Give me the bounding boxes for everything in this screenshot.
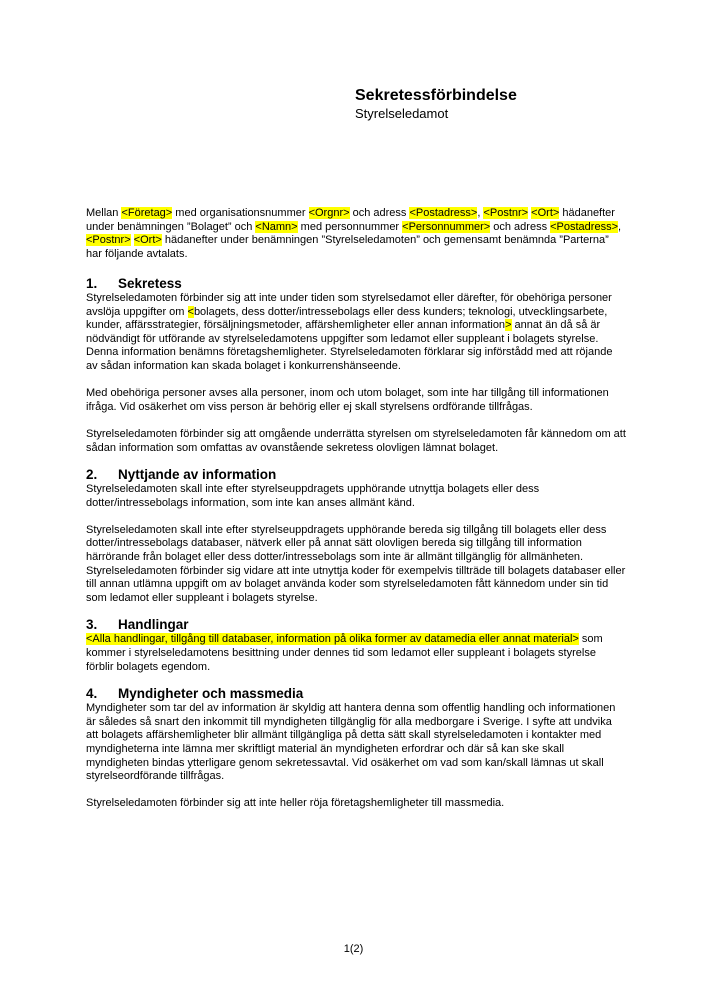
placeholder-name: <Namn> (255, 220, 298, 233)
intro-text: med organisationsnummer (172, 207, 309, 219)
section-number: 1. (86, 275, 98, 291)
section-heading (86, 685, 626, 702)
placeholder-documents: <Alla handlingar, tillgång till databaser, information på olika former av datamedia eller annat material> (86, 633, 579, 646)
section-sekretess (86, 275, 626, 455)
placeholder-bracket-close: > (505, 319, 512, 332)
section-number: 3. (86, 617, 98, 633)
placeholder-org-number: <Orgnr> (308, 207, 350, 219)
intro-text: hädanefter under benämningen ”Styrelseledamoten” och gemensamt benämnda ”Parterna” har följande avtalats. (86, 234, 609, 260)
section-paragraph: Styrelseledamoten förbinder sig att omgående underrätta styrelsen om styrelseledamoten får kännedom om att sådan information som omfattas av ovanstående sekretess olovligen lämnat bolaget. (86, 427, 626, 454)
placeholder-postal-address: <Postadress> (550, 220, 618, 233)
section-paragraph (86, 292, 626, 374)
placeholder-postal-address: <Postadress> (409, 207, 478, 219)
placeholder-postal-code: <Postnr> (483, 207, 529, 219)
placeholder-bracket-open: < (187, 305, 194, 318)
placeholder-personal-number: <Personnummer> (402, 220, 491, 233)
placeholder-postal-code: <Postnr> (86, 234, 131, 247)
placeholder-city: <Ort> (133, 234, 162, 247)
section-title: Handlingar (118, 617, 189, 633)
section-paragraph: Myndigheter som tar del av information är skyldig att hantera denna som offentlig handling och informationen är således så snart den inkommit till myndigheten tillgänglig för alla medborgare i Sverige. I syfte att undvika att bolagets affärshemligheter blir allmänt tillgängliga på detta sätt skall styrelseledamoten i kontakter med myndigheterna inte lämna mer skriftligt material än myndigheten erfordrar och där så kan ske skall myndigheten bindas ytterligare genom sekretessavtal. Vid osäkerhet om vad som kan/skall lämnas ut skall styrelseordförande tillfrågas. (86, 702, 616, 783)
section-myndigheter (86, 685, 626, 811)
section-heading (86, 616, 626, 633)
paragraph-text: annat än då så är nödvändigt för utförande av styrelseledamotens uppgifter som ledamot eller suppleant i bolagets styrelse. Denna information benämns företagshemligheter. Styrelseledamoten förklarar sig införstådd med att röjande av sådan information kan skada bolaget i konkurrenshänseende. (86, 319, 613, 372)
section-paragraph: Styrelseledamoten skall inte efter styrelseuppdragets upphörande bereda sig tillgång till bolagets eller dess dotter/intressebolags databaser, nätverk eller på annat sätt olovligen bereda sig tillgång till information härrörande från bolaget eller dess dotter/intressebolags som inte är allmänt tillgänglig för allmänheten. Styrelseledamoten förbinder sig vidare att inte utnyttja koder för exempelvis tillträde till bolagets databaser eller till annan utlämna uppgift om av bolaget använda koder som styrelseledamoten fått kännedom under sin tid som ledamot eller suppleant i bolagets styrelse. (86, 523, 626, 604)
section-handlingar (86, 616, 626, 674)
paragraph-text: bolagets, dess dotter/intressebolags eller dess kunders; teknologi, utvecklingsarbete, kunder, affärsstrategier, försäljningsmetoder, affärshemligheter eller annan information (86, 305, 608, 332)
intro-text: och adress (349, 207, 410, 219)
section-paragraph (86, 633, 626, 674)
paragraph-text: som kommer i styrelseledamotens besittning under dennes tid som ledamot eller suppleant i bolagets styrelse förblir bolagets egendom. (86, 633, 603, 673)
section-title: Myndigheter och massmedia (118, 686, 304, 702)
section-nyttjande (86, 466, 626, 605)
document-body (86, 207, 626, 811)
section-paragraph: Styrelseledamoten skall inte efter styrelseuppdragets upphörande utnyttja bolagets eller dess dotter/intressebolags information, som inte kan anses allmänt känd. (86, 483, 540, 509)
section-paragraph: Med obehöriga personer avses alla personer, inom och utom bolaget, som inte har tillgång till informationen ifråga. Vid osäkerhet om viss person är behörig eller ej skall styrelsens ordförande tillfrågas. (86, 387, 609, 413)
intro-text: , (618, 220, 622, 233)
intro-text: med personnummer (297, 220, 403, 233)
document-header (355, 86, 517, 122)
placeholder-city: <Ort> (531, 207, 560, 219)
document-title: Sekretessförbindelse (355, 87, 517, 104)
section-number: 4. (86, 686, 98, 702)
section-title: Sekretess (118, 275, 182, 291)
paragraph-text: Styrelseledamoten förbinder sig att inte under tiden som styrelsedamot eller därefter, för obehöriga personer avslöja uppgifter om (86, 291, 612, 318)
document-subtitle: Styrelseledamot (355, 106, 449, 121)
section-title: Nyttjande av information (118, 467, 277, 483)
intro-text: och adress (490, 220, 551, 233)
section-heading (86, 275, 626, 292)
intro-text: hädanefter under benämningen ”Bolaget” och (86, 207, 615, 233)
intro-text: , (477, 207, 484, 219)
section-number: 2. (86, 467, 98, 483)
section-paragraph: Styrelseledamoten förbinder sig att inte heller röja företagshemligheter till massmedia. (86, 797, 505, 810)
placeholder-company: <Företag> (121, 207, 173, 219)
section-heading (86, 466, 626, 483)
page-number: 1(2) (343, 943, 364, 955)
intro-paragraph (86, 207, 626, 261)
intro-text: Mellan (86, 207, 122, 219)
